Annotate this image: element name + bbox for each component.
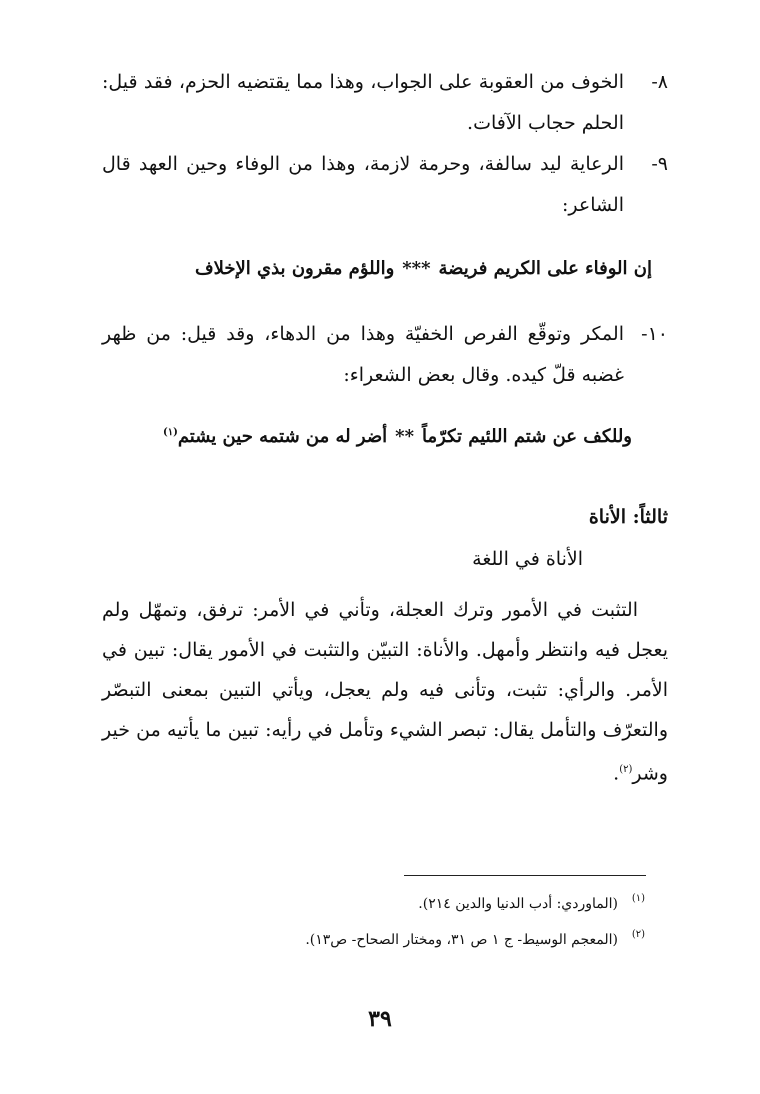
page-number: ٣٩: [368, 1006, 392, 1032]
item-number: ٨-: [651, 71, 668, 93]
verse-second-hemistich: واللؤم مقرون بذي الإخلاف: [194, 258, 395, 279]
footnote-marker-1: (١): [631, 893, 645, 904]
footnote-1: (الماوردي: أدب الدنيا والدين ٢١٤).: [418, 896, 618, 912]
section-heading: ثالثاً: الأناة: [588, 506, 668, 528]
footnote-2: (المعجم الوسيط- ج ١ ص ٣١، ومختار الصحاح- ص١٣).: [305, 932, 618, 948]
item-text: الخوف من العقوبة على الجواب، وهذا مما يقتضيه الحزم، فقد قيل: الحلم حجاب الآفات.: [102, 71, 624, 134]
footnote-reference-2: (٢): [619, 764, 633, 775]
item-text: المكر وتوقّع الفرص الخفيّة وهذا من الدهاء، وقد قيل: من ظهر غضبه قلّ كيده. وقال بعض الشعراء:: [102, 323, 624, 386]
verse-separator: ***: [402, 258, 431, 279]
verse-separator: **: [395, 426, 414, 447]
list-item-10: [102, 314, 668, 396]
item-number: ١٠-: [641, 323, 668, 345]
item-text: الرعاية ليد سالفة، وحرمة لازمة، وهذا من الوفاء وحين العهد قال الشاعر:: [102, 153, 624, 216]
section-subheading: الأناة في اللغة: [472, 548, 583, 570]
paragraph-text: التثبت في الأمور وترك العجلة، وتأني في الأمر: ترفق، وتمهّل ولم يعجل فيه وانتظر وأمهل. والأناة: التبيّن والتثبت في الأمور يقال: تبين في الأمر. والرأي: تثبت، وتأنى فيه ولم يعجل، ويأتي التبين بمعنى التبصّر والتعرّف والتأمل يقال: تبصر الشيء وتأمل في رأيه: تبين ما يأتيه من خير وشر: [102, 599, 668, 785]
body-paragraph: [102, 590, 668, 793]
footnote-divider: [404, 875, 646, 876]
verse-line-1: [195, 258, 652, 279]
paragraph-end: .: [613, 762, 620, 785]
verse-first-hemistich: وللكف عن شتم اللئيم تكرّماً: [421, 426, 632, 447]
verse-first-hemistich: إن الوفاء على الكريم فريضة: [438, 258, 652, 279]
verse-line-2: [163, 426, 632, 447]
footnote-reference-1: (١): [162, 427, 178, 438]
list-item-9: [102, 144, 668, 226]
footnote-marker-2: (٢): [631, 929, 645, 940]
verse-second-hemistich: أضر له من شتمه حين يشتم: [177, 426, 388, 447]
list-item-8: [102, 62, 668, 144]
item-number: ٩-: [651, 153, 668, 175]
